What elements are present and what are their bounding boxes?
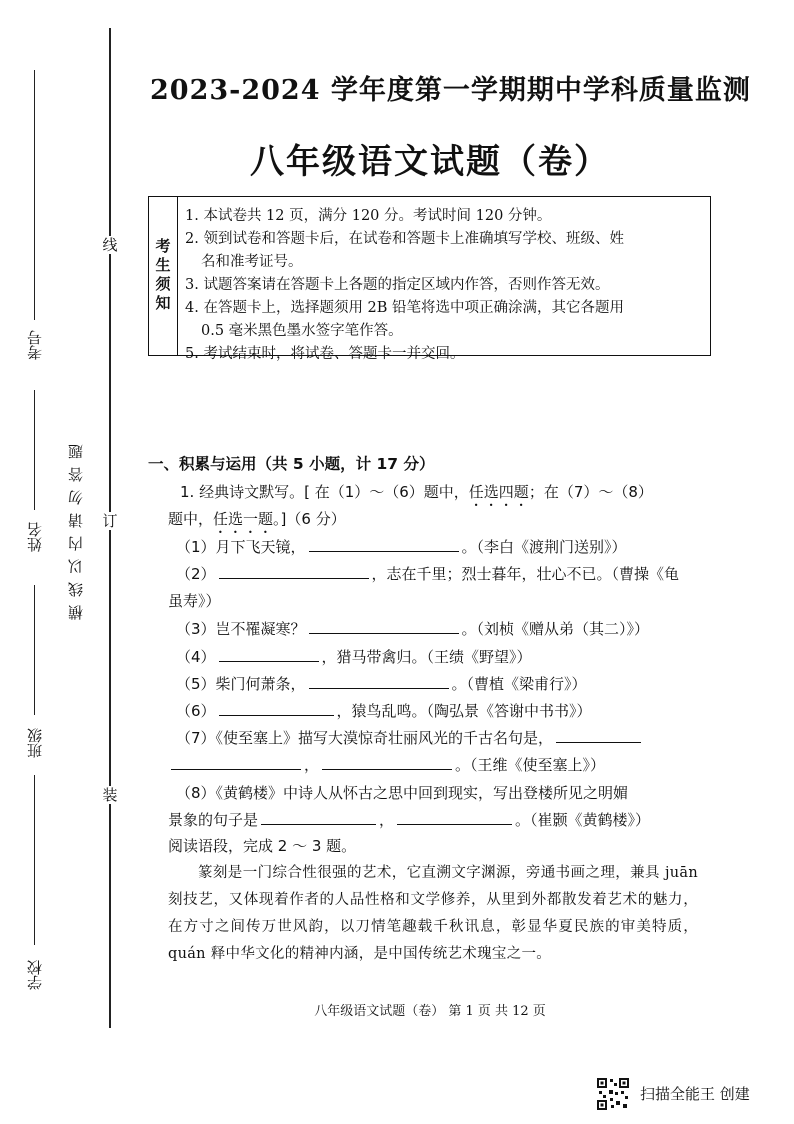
answer-blank[interactable]: [309, 674, 449, 689]
field-school-label: 学校: [26, 960, 44, 990]
reading-passage: [168, 860, 698, 968]
field-exam-number-rule: [34, 70, 35, 320]
exam-subtitle: 八年级语文试题（卷）: [250, 142, 610, 182]
item-4: （4） ，猎马带禽归。（王绩《野望》）: [176, 648, 532, 666]
field-name-rule: [34, 390, 35, 510]
answer-blank[interactable]: [322, 755, 452, 770]
field-class-rule: [34, 585, 35, 715]
item-5: （5）柴门何萧条， 。（曹植《梁甫行》）: [176, 675, 587, 693]
candidate-notice-box: [148, 196, 711, 362]
binding-mark-line: 线: [102, 236, 118, 254]
field-school-rule: [34, 775, 35, 945]
answer-blank[interactable]: [556, 728, 641, 743]
binding-mark-bind: 装: [102, 786, 118, 804]
notice-items: [185, 205, 705, 366]
field-exam-number-label: 考号: [26, 330, 44, 360]
answer-blank[interactable]: [219, 701, 334, 716]
item-2: （2） ，志在千里；烈士暮年，壮心不已。（曹操《龟: [176, 565, 680, 583]
reading-intro: 阅读语段，完成 2 ～ 3 题。: [168, 837, 357, 855]
notice-item: 1. 本试卷共 12 页，满分 120 分。考试时间 120 分钟。: [185, 208, 552, 224]
item-6: （6） ，猿鸟乱鸣。（陶弘景《答谢中书书》）: [176, 702, 592, 720]
notice-item: 4. 在答题卡上，选择题须用 2B 铅笔将选中项正确涂满，其它各题用: [185, 300, 625, 316]
answer-blank[interactable]: [309, 537, 459, 552]
answer-blank[interactable]: [309, 619, 459, 634]
field-name-label: 姓名: [26, 522, 44, 552]
answer-blank[interactable]: [261, 810, 376, 825]
binding-mark-staple: 订: [102, 512, 118, 530]
notice-item: 名和准考证号。: [201, 254, 303, 270]
notice-item: 0.5 毫米黑色墨水签字笔作答。: [201, 323, 403, 339]
answer-blank[interactable]: [219, 564, 369, 579]
notice-item: 2. 领到试卷和答题卡后，在试卷和答题卡上准确填写学校、班级、姓: [185, 231, 624, 247]
item-8: （8）《黄鹤楼》中诗人从怀古之思中回到现实，写出登楼所见之明媚: [176, 784, 629, 802]
item-7: （7）《使至塞上》描写大漠惊奇壮丽风光的千古名句是，: [176, 727, 644, 748]
field-class-label: 班级: [26, 728, 44, 758]
answer-blank[interactable]: [397, 810, 512, 825]
scanner-watermark: 扫描全能王 创建: [640, 1085, 750, 1103]
passage-text: 篆刻是一门综合性很强的艺术，它直溯文字渊源，旁通书画之理，兼具 juān 刻技艺，又体现着作者的人品性格和文学修养，从里到外都散发着艺术的魅力，在方寸之间传万世风韵，以刀情笔趣载千秋讯息，彰显华夏民族的审美特质，quán 释中华文化的精神内涵，是中国传统艺术瑰宝之一。: [168, 865, 698, 962]
question-1-instruction: 1. 经典诗文默写。[ 在（1）～（6）题中，任选四题；在（7）～（8）: [180, 483, 653, 501]
notice-item: 3. 试题答案请在答题卡上各题的指定区域内作答，否则作答无效。: [185, 277, 610, 293]
section-heading: 一、积累与运用（共 5 小题，计 17 分）: [148, 455, 435, 473]
qr-code-icon: [596, 1077, 630, 1111]
question-1-instruction-cont: 题中，任选一题。]（6 分）: [168, 510, 346, 528]
page-footer: 八年级语文试题（卷） 第 1 页 共 12 页: [314, 1004, 546, 1019]
notice-label: 考生须知: [153, 238, 172, 314]
notice-label-cell: [149, 197, 178, 355]
answer-blank[interactable]: [171, 755, 301, 770]
item-2-cont: 虽寿》）: [168, 592, 221, 610]
notice-item: 5. 考试结束时，将试卷、答题卡一并交回。: [185, 346, 465, 362]
no-answer-warning: 横线以内请勿答题: [67, 436, 85, 620]
item-3: （3）岂不罹凝寒？ 。（刘桢《赠从弟（其二）》）: [176, 620, 650, 638]
answer-blank[interactable]: [219, 647, 319, 662]
item-1: （1）月下飞天镜， 。（李白《渡荆门送别》）: [176, 538, 627, 556]
exam-title: 2023-2024 学年度第一学期期中学科质量监测: [150, 75, 751, 106]
item-7-cont: ， 。（王维《使至塞上》）: [168, 754, 605, 775]
item-8-cont: 景象的句子是 ， 。（崔颢《黄鹤楼》）: [168, 811, 651, 829]
